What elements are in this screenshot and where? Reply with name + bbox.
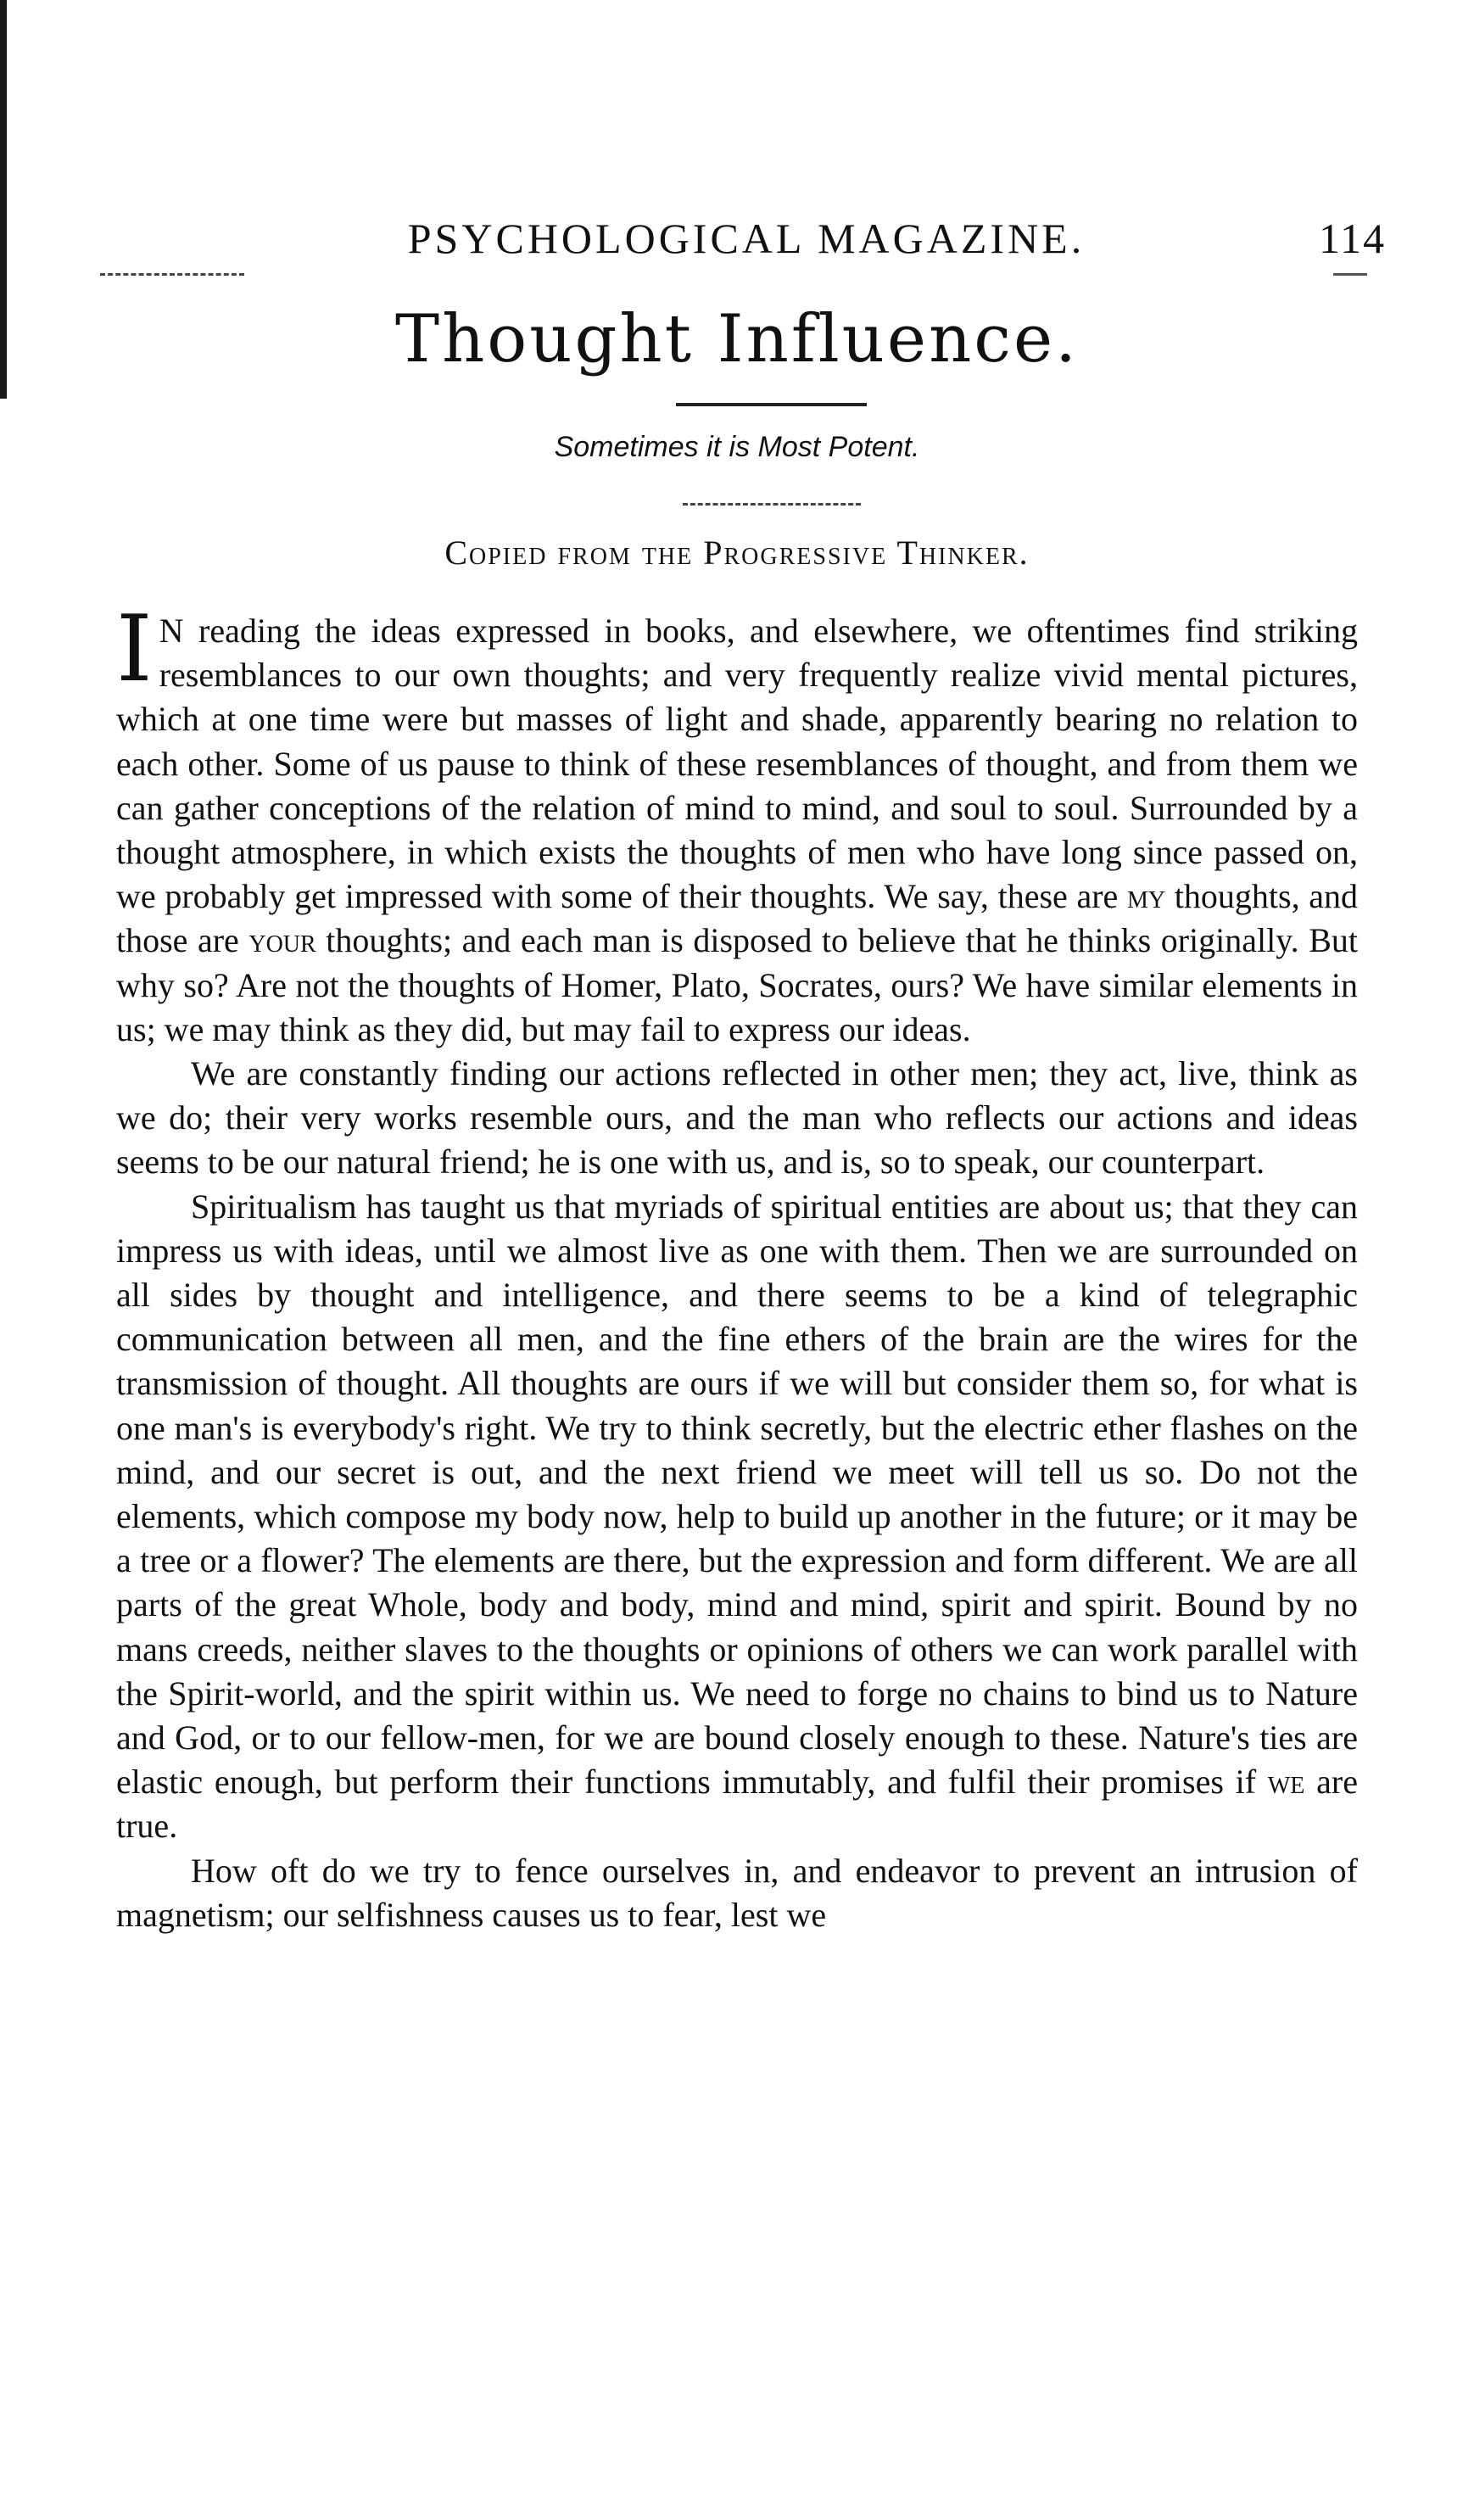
article-title: Thought Influence. bbox=[395, 301, 1079, 377]
paragraph-3-text-a: Spiritualism has taught us that myriads of spiritual entities are about us; that they can impress us with ideas, until we almost live as one with them. Then we are surrounded on all sides by thought and intelligence, and there seems to be a kind of telegraphic communication between all men, and the fine ethers of the brain are the wires for the transmission of thought. All thoughts are ours if we will but consider them so, for what is one man's is everybody's right. We try to think secretly, but the electric ether flashes on the mind, and our secret is out, and the next friend we meet will tell us so. Do not the elements, which compose my body now, help to build up another in the future; or it may be a tree or a flower? The elements are there, but the expression and form different. We are all parts of the great Whole, body and body, mind and mind, spirit and spirit. Bound by no mans creeds, neither slaves to the thoughts or opinions of others we can work parallel with the Spirit-world, and the spirit within us. We need to forge no chains to bind us to Nature and God, or to our fellow-men, for we are bound closely enough to these. Nature's ties are elastic enough, but perform their functions immutably, and fulfil their promises if bbox=[116, 1187, 1358, 1802]
page-number: 114 bbox=[1319, 215, 1387, 262]
paragraph-2: We are constantly finding our actions reflected in other men; they act, live, think as we do; their very works resemble ours, and the man who reflects our actions and ideas seems to be our natural friend; he is one with us, and is, so to speak, our counterpart. bbox=[116, 1054, 1358, 1182]
emphasis-we: we bbox=[1267, 1763, 1305, 1802]
article-subtitle bbox=[254, 431, 1220, 464]
running-head: PSYCHOLOGICAL MAGAZINE. bbox=[407, 215, 1086, 262]
header-rule-right bbox=[1333, 273, 1367, 276]
paragraph-1 bbox=[116, 596, 1358, 1052]
paragraph-3-text-b: are true. bbox=[116, 1763, 1359, 1846]
emphasis-my: my bbox=[1126, 877, 1166, 916]
article-body bbox=[116, 596, 1359, 1937]
header-rule-left bbox=[100, 273, 244, 276]
drop-cap: I bbox=[116, 596, 153, 702]
emphasis-your: your bbox=[248, 921, 316, 960]
paragraph-1-text-c: thoughts; and each man is disposed to believe that he thinks originally. But why so? Are not the thoughts of Homer, Plato, Socrates, ours? We have similar elements in us; we may think as they did, but may fail to express our ideas. bbox=[116, 921, 1358, 1048]
article-subtitle-text: Sometimes it is Most Potent. bbox=[554, 431, 920, 463]
paragraph-4: How oft do we try to fence ourselves in, and endeavor to prevent an intrusion of magnetism; our selfishness causes us to fear, lest we bbox=[116, 1851, 1358, 1934]
subtitle-rule bbox=[683, 503, 861, 506]
paragraph-1-text-a: N reading the ideas expressed in books, and elsewhere, we oftentimes find striking resemblances to our own thoughts; and very frequently realize vivid mental pictures, which at one time were but masses of light and shade, apparently bearing no relation to each other. Some of us pause to think of these resemblances of thought, and from them we can gather conceptions of the relation of mind to mind, and soul to soul. Surrounded by a thought atmosphere, in which exists the thoughts of men who have long since passed on, we probably get impressed with some of their thoughts. We say, these are bbox=[116, 612, 1358, 916]
paragraph-3 bbox=[116, 1185, 1358, 1849]
article-credit: Copied from the Progressive Thinker. bbox=[444, 534, 1030, 572]
title-rule bbox=[676, 403, 867, 406]
paragraph-1-text-b: thoughts, and those are bbox=[116, 877, 1358, 960]
